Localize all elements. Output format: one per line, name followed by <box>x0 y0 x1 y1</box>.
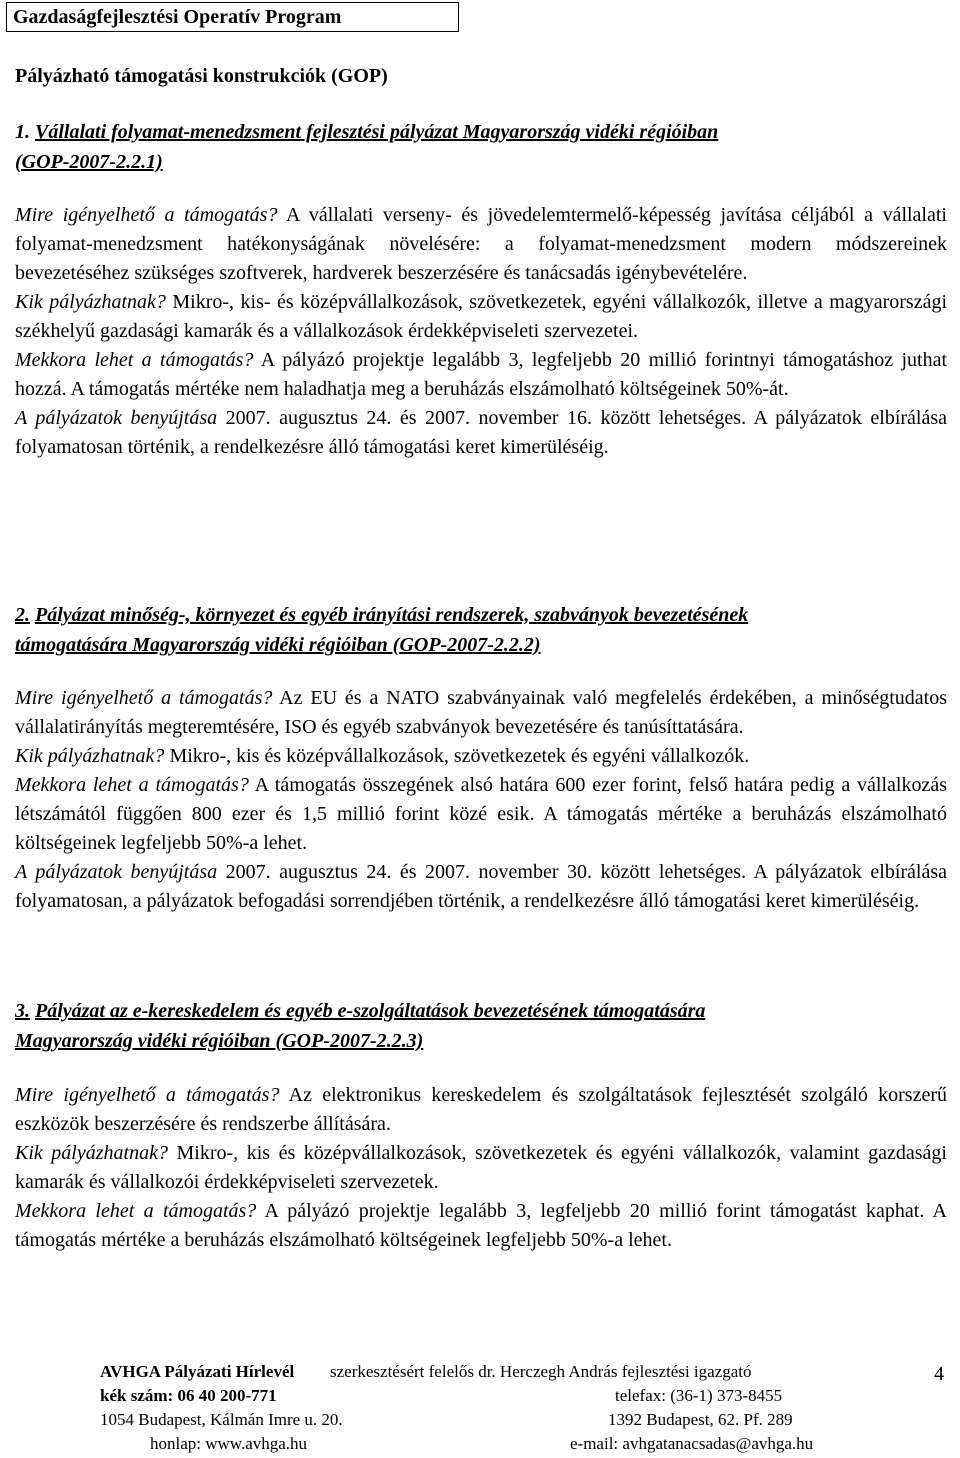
section-1-submit-label: A pályázatok benyújtása <box>15 407 218 429</box>
section-1-amount-label: Mekkora lehet a támogatás? <box>15 349 254 371</box>
section-2-amount <box>15 771 947 858</box>
section-2-title-line2: támogatására Magyarország vidéki régióiban (GOP-2007-2.2.2) <box>15 634 541 656</box>
section-1-who <box>15 288 947 346</box>
section-1-what <box>15 201 947 288</box>
section-1-number: 1. <box>15 121 30 143</box>
section-2-submit-text: 2007. augusztus 24. és 2007. november 30. között lehetséges. A pályázatok elbírálása folyamatosan, a pályázatok befogadási sorrendjében történik, a rendelkezésre álló támogatási keret kimerüléséig. <box>15 861 947 912</box>
section-3-who <box>15 1139 947 1197</box>
section-3-number: 3. <box>15 1000 30 1022</box>
section-1-what-label: Mire igényelhető a támogatás? <box>15 204 278 226</box>
section-2-who-label: Kik pályázhatnak? <box>15 745 165 767</box>
section-3-amount-text: A pályázó projektje legalább 3, legfeljebb 20 millió forint támogatást kaphat. A támogatás mértéke a beruházás elszámolható költségeinek legfeljebb 50%-a lehet. <box>15 1200 947 1251</box>
section-1-what-text: A vállalati verseny- és jövedelemtermelő-képesség javítása céljából a vállalati folyamat-menedzsment hatékonyságának növelésére: a folyamat-menedzsment modern módszereinek bevezetéséhez szükséges szoftverek, hardverek beszerzésére és tanácsadás igénybevételére. <box>15 204 947 284</box>
section-1-submit-text: 2007. augusztus 24. és 2007. november 16. között lehetséges. A pályázatok elbírálása folyamatosan történik, a rendelkezésre álló támogatási keret kimerüléséig. <box>15 407 947 458</box>
section-2-amount-text: A támogatás összegének alsó határa 600 ezer forint, felső határa pedig a vállalkozás létszámától függően 800 ezer és 1,5 millió forint közé esik. A támogatás mértéke a beruházás elszámolható költségeinek legfeljebb 50%-a lehet. <box>15 774 947 854</box>
footer-row-1 <box>0 1361 960 1383</box>
program-header: Gazdaságfejlesztési Operatív Program <box>6 2 459 32</box>
section-3-body <box>15 1081 947 1255</box>
section-2-who <box>15 742 947 771</box>
section-3-title <box>15 996 947 1056</box>
section-3-what-text: Az elektronikus kereskedelem és szolgáltatások fejlesztését szolgáló korszerű eszközök beszerzésére és rendszerbe állítására. <box>15 1084 948 1135</box>
footer-newsletter: AVHGA Pályázati Hírlevél <box>100 1362 295 1381</box>
section-2-what-text: Az EU és a NATO szabványainak való megfelelés érdekében, a minőségtudatos vállalatirányítás megteremtésére, ISO és egyéb szabványok bevezetésére és tanúsíttatására. <box>15 687 947 738</box>
section-2-title-line1: Pályázat minőség-, környezet és egyéb irányítási rendszerek, szabványok bevezetésének <box>35 604 749 626</box>
section-1-title-line2: (GOP-2007-2.2.1) <box>15 151 163 173</box>
section-1-who-label: Kik pályázhatnak? <box>15 291 166 313</box>
section-3-what-label: Mire igényelhető a támogatás? <box>15 1084 280 1106</box>
section-1-title-line1: Vállalati folyamat-menedzsment fejlesztési pályázat Magyarország vidéki régióiban <box>35 121 719 143</box>
section-3-title-line1: Pályázat az e-kereskedelem és egyéb e-szolgáltatások bevezetésének támogatására <box>35 1000 706 1022</box>
footer-editor: szerkesztésért felelős dr. Herczegh András fejlesztési igazgató <box>330 1362 752 1381</box>
section-1-submit <box>15 404 947 462</box>
footer-postal: 1392 Budapest, 62. Pf. 289 <box>608 1410 793 1429</box>
section-3-who-text: Mikro-, kis és középvállalkozások, szövetkezetek és egyéni vállalkozók, valamint gazdasági kamarák és vállalkozói érdekképviseleti szervezetek. <box>15 1142 947 1193</box>
section-2-amount-label: Mekkora lehet a támogatás? <box>15 774 249 796</box>
section-1-title <box>15 117 947 177</box>
section-2-who-text: Mikro-, kis és középvállalkozások, szövetkezetek és egyéni vállalkozók. <box>169 745 750 767</box>
section-3-amount-label: Mekkora lehet a támogatás? <box>15 1200 257 1222</box>
section-1-who-text: Mikro-, kis- és középvállalkozások, szövetkezetek, egyéni vállalkozók, illetve a magyarországi székhelyű gazdasági kamarák és a vállalkozások érdekképviseleti szervezetei. <box>15 291 948 342</box>
section-2-title <box>15 600 947 660</box>
section-1-amount <box>15 346 947 404</box>
footer-fax: telefax: (36-1) 373-8455 <box>615 1386 783 1405</box>
footer-phone: kék szám: 06 40 200-771 <box>100 1386 277 1405</box>
section-3-amount <box>15 1197 947 1255</box>
section-1-amount-text: A pályázó projektje legalább 3, legfeljebb 20 millió forintnyi támogatáshoz juthat hozzá. A támogatás mértéke nem haladhatja meg a beruházás elszámolható költségeinek 50%-át. <box>15 349 948 400</box>
section-2-submit-label: A pályázatok benyújtása <box>15 861 218 883</box>
footer-row-2 <box>0 1385 960 1407</box>
footer-email[interactable]: e-mail: avhgatanacsadas@avhga.hu <box>570 1434 814 1453</box>
section-3-what <box>15 1081 947 1139</box>
footer-address: 1054 Budapest, Kálmán Imre u. 20. <box>100 1410 343 1429</box>
section-2-submit <box>15 858 947 916</box>
footer-row-4 <box>0 1433 960 1455</box>
section-3-who-label: Kik pályázhatnak? <box>15 1142 168 1164</box>
footer-row-3 <box>0 1409 960 1431</box>
section-2-what-label: Mire igényelhető a támogatás? <box>15 687 273 709</box>
page-number: 4 <box>934 1363 944 1385</box>
section-1-body <box>15 201 947 462</box>
section-2-body <box>15 684 947 916</box>
section-3-title-line2: Magyarország vidéki régióiban (GOP-2007-2.2.3) <box>15 1030 424 1052</box>
section-2-what <box>15 684 947 742</box>
intro-title: Pályázható támogatási konstrukciók (GOP) <box>15 65 388 87</box>
section-2-number: 2. <box>15 604 30 626</box>
footer-web[interactable]: honlap: www.avhga.hu <box>150 1434 308 1453</box>
